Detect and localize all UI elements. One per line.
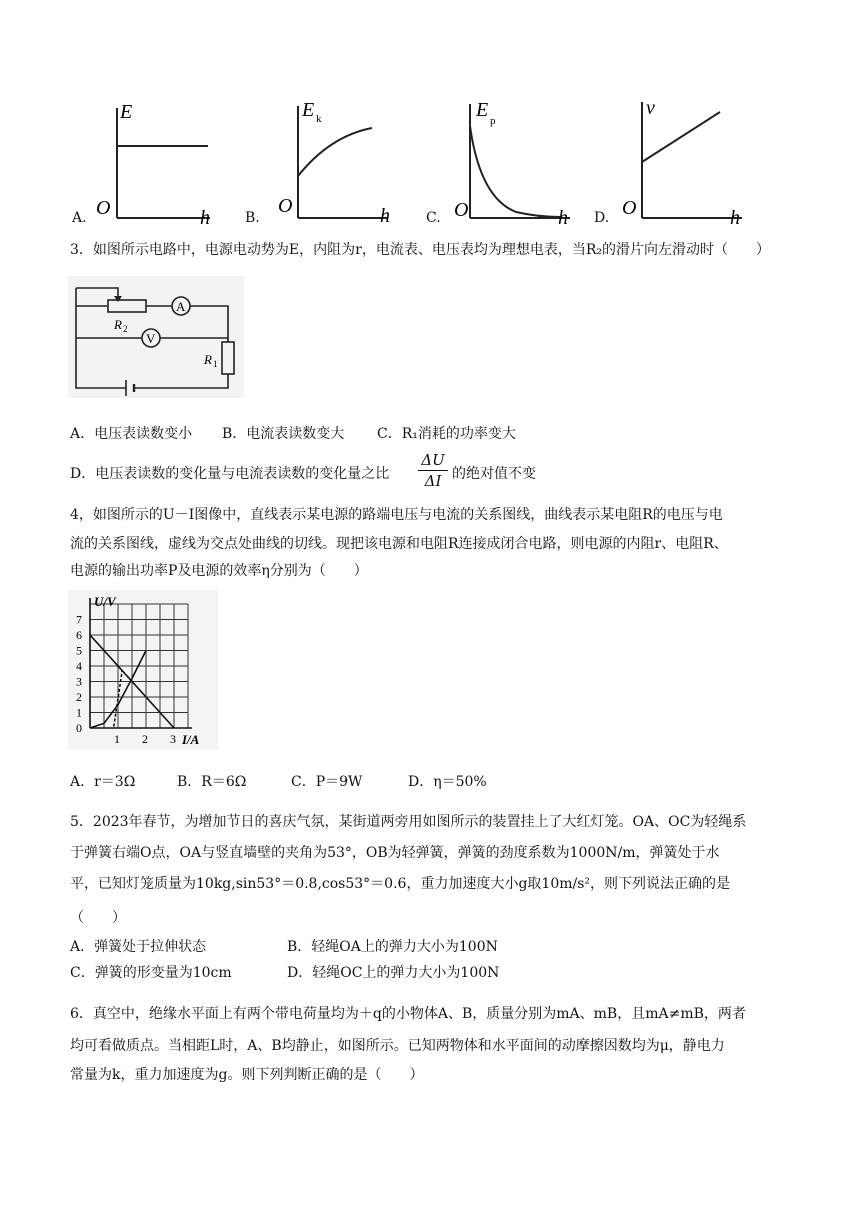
- graph-a: [92, 96, 222, 226]
- graph-b-y-sub: k: [316, 113, 322, 125]
- q4-option-a: A．r＝3Ω: [70, 774, 136, 790]
- graph-d-y-label: v: [646, 97, 655, 119]
- q3-option-d-post: 的绝对值不变: [452, 466, 536, 482]
- graph-b-y-label: E: [302, 99, 315, 121]
- graph-c-option-label: C.: [426, 210, 441, 226]
- q5-stem-line1: 5．2023年春节，为增加节日的喜庆气氛，某街道两旁用如图所示的装置挂上了大红灯笼。OA、OC为轻绳系: [70, 814, 747, 830]
- chart-x-tick-label: 3: [170, 732, 176, 746]
- graph-c-origin: O: [454, 199, 469, 221]
- graph-c-x-label: h: [558, 207, 568, 226]
- q6-stem-line3: 常量为k，重力加速度为g。则下列判断正确的是（ ）: [70, 1067, 424, 1083]
- graph-b-origin: O: [278, 195, 293, 217]
- chart-x-tick-label: 2: [142, 732, 148, 746]
- q3-fraction: [418, 450, 448, 491]
- chart-x-tick-label: 1: [114, 732, 120, 746]
- graph-d: [618, 94, 752, 226]
- q5-option-d: D．轻绳OC上的弹力大小为100N: [287, 965, 500, 981]
- chart-y-tick-label: 4: [76, 659, 82, 673]
- q3-stem: 3．如图所示电路中，电源电动势为E，内阻为r，电流表、电压表均为理想电表，当R₂的滑片向左滑动时（ ）: [70, 242, 770, 258]
- r2-sub: 2: [123, 324, 128, 334]
- chart-x-label: I/A: [182, 732, 200, 747]
- graph-a-option-label: A.: [72, 210, 87, 226]
- graph-d-x-label: h: [730, 207, 740, 226]
- graph-c-y-label: E: [476, 99, 489, 121]
- q5-stem-line3: 平，已知灯笼质量为10kg,sin53°＝0.8,cos53°＝0.6，重力加速度大小g取10m/s²，则下列说法正确的是: [70, 876, 731, 892]
- chart-y-tick-label: 3: [76, 674, 82, 689]
- q5-option-c: C．弹簧的形变量为10cm: [70, 965, 232, 981]
- q5-option-a: A．弹簧处于拉伸状态: [70, 939, 207, 955]
- q4-stem-line2: 流的关系图线，虚线为交点处曲线的切线。现把该电源和电阻R连接成闭合电路，则电源的内阻r、电阻R、: [70, 536, 728, 552]
- chart-y-tick-label: 2: [76, 690, 82, 704]
- fraction-denominator: ΔI: [424, 472, 442, 490]
- q3-option-d-pre: D．电压表读数的变化量与电流表读数的变化量之比: [70, 466, 390, 482]
- chart-y-label: U/V: [94, 594, 116, 609]
- q4-option-b: B．R＝6Ω: [177, 774, 247, 790]
- r2-label: R: [114, 317, 122, 332]
- q5-option-b: B．轻绳OA上的弹力大小为100N: [287, 939, 498, 955]
- graph-b-curve: [298, 128, 372, 176]
- fraction-numerator: ΔU: [418, 450, 448, 471]
- q4-stem-line1: 4，如图所示的U－I图像中，直线表示某电源的路端电压与电流的关系图线，曲线表示某电阻R的电压与电: [70, 507, 723, 523]
- graph-b: [268, 94, 398, 224]
- q3-option-b: B．电流表读数变大: [222, 426, 345, 442]
- chart-y-tick-label: 7: [76, 612, 82, 627]
- graph-c: [448, 94, 578, 226]
- chart-y-tick-label: 1: [76, 705, 82, 720]
- graph-d-curve: [642, 112, 720, 162]
- graph-a-origin: O: [96, 197, 111, 219]
- q5-stem-line2: 于弹簧右端O点，OA与竖直墙壁的夹角为53°，OB为轻弹簧，弹簧的劲度系数为1000N/m，弹簧处于水: [70, 845, 720, 861]
- graph-d-origin: O: [622, 197, 637, 219]
- q3-option-a: A．电压表读数变小: [70, 426, 193, 442]
- graph-d-option-label: D.: [594, 210, 610, 226]
- graph-a-y-label: E: [120, 101, 133, 123]
- q3-circuit-diagram: [68, 276, 244, 398]
- r1-sub: 1: [213, 359, 218, 369]
- chart-y-tick-label: 0: [76, 721, 82, 735]
- r1-label: R: [204, 352, 212, 367]
- q6-stem-line2: 均可看做质点。当相距L时，A、B均静止，如图所示。已知两物体和水平面间的动摩擦因数均为μ，静电力: [70, 1038, 725, 1054]
- chart-y-tick-label: 6: [76, 628, 82, 642]
- q5-stem-line4: （ ）: [70, 910, 126, 926]
- graph-b-x-label: h: [380, 205, 390, 224]
- graph-c-curve: [470, 126, 560, 217]
- chart-y-tick-label: 5: [76, 643, 82, 658]
- q4-stem-line3: 电源的输出功率P及电源的效率η分别为（ ）: [70, 563, 368, 579]
- graph-c-y-sub: p: [490, 115, 496, 127]
- graph-b-option-label: B.: [245, 210, 260, 226]
- resistor-r1: [222, 342, 234, 374]
- q4-ui-chart: [68, 590, 218, 750]
- q3-option-c: C．R₁消耗的功率变大: [377, 426, 516, 442]
- graph-a-x-label: h: [200, 207, 210, 226]
- ammeter-label: A: [176, 299, 186, 314]
- q6-stem-line1: 6．真空中，绝缘水平面上有两个带电荷量均为＋q的小物体A、B，质量分别为mA、mB，且mA≠mB，两者: [70, 1006, 746, 1022]
- voltmeter-label: V: [146, 331, 156, 346]
- q4-option-d: D．η＝50%: [408, 774, 487, 790]
- q4-option-c: C．P＝9W: [291, 774, 363, 790]
